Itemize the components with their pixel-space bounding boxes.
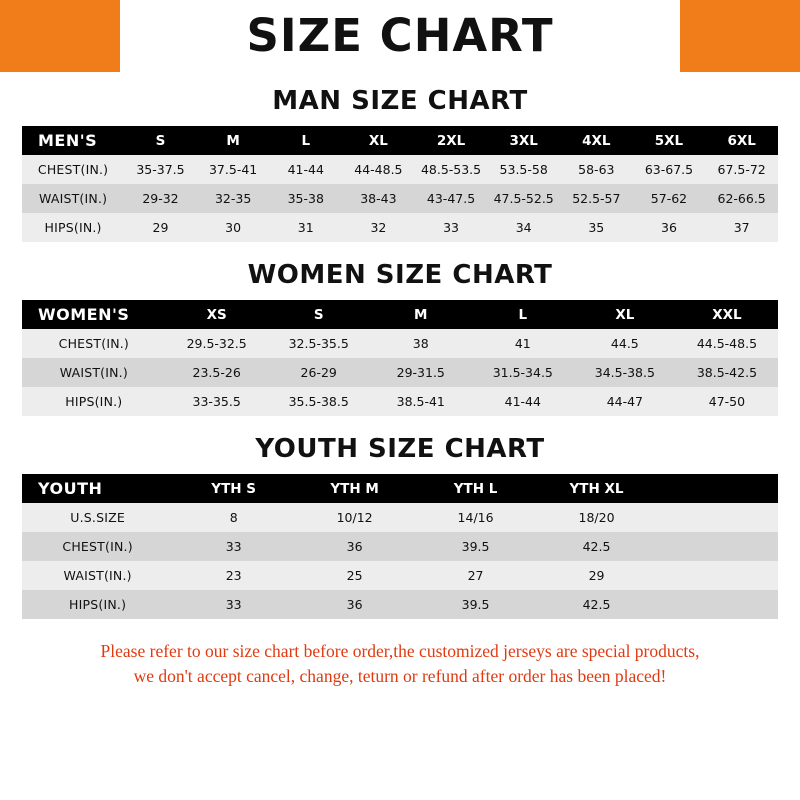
- men-cell-2-1: 30: [225, 220, 242, 235]
- table-row: [22, 358, 778, 387]
- youth-col-4: [657, 474, 778, 503]
- women-cell-1-5: 38.5-42.5: [696, 365, 758, 380]
- youth-cell-0-0: 8: [229, 510, 238, 525]
- women-cell-1-4: 34.5-38.5: [594, 365, 655, 380]
- men-cell-0-7: 63-67.5: [644, 162, 694, 177]
- women-row-0-label: CHEST(IN.): [58, 336, 129, 351]
- table-row: [22, 329, 778, 358]
- men-cell-1-4: 43-47.5: [426, 191, 476, 206]
- men-table-body: [22, 155, 778, 242]
- youth-section-title: YOUTH SIZE CHART: [255, 434, 545, 464]
- youth-col-2: YTH L: [453, 480, 498, 497]
- men-col-5: 3XL: [509, 132, 538, 149]
- youth-cell-1-4: [657, 532, 778, 561]
- men-cell-0-3: 44-48.5: [354, 162, 403, 177]
- youth-cell-2-4: [657, 561, 778, 590]
- table-header-row: [22, 126, 778, 155]
- women-col-3: L: [518, 306, 528, 323]
- men-cell-0-5: 53.5-58: [499, 162, 548, 177]
- men-cell-1-6: 52.5-57: [572, 191, 621, 206]
- youth-table-body: [22, 503, 778, 619]
- order-notice-line-1: Please refer to our size chart before order,the customized jerseys are special products,: [100, 641, 700, 661]
- table-header-row: [22, 474, 778, 503]
- women-col-4: XL: [615, 306, 635, 323]
- youth-cell-0-2: 14/16: [457, 510, 494, 525]
- women-col-5: XXL: [712, 306, 742, 323]
- men-col-3: XL: [368, 132, 388, 149]
- youth-table-header: [22, 474, 778, 503]
- men-cell-1-7: 57-62: [650, 191, 688, 206]
- men-cell-0-6: 58-63: [578, 162, 615, 177]
- women-header-label: WOMEN'S: [38, 305, 130, 324]
- women-col-1: S: [313, 306, 324, 323]
- men-cell-2-8: 37: [733, 220, 750, 235]
- youth-cell-3-3: 42.5: [582, 597, 611, 612]
- order-notice-line-2: we don't accept cancel, change, teturn or refund after order has been placed!: [133, 666, 667, 687]
- men-row-2-label: HIPS(IN.): [44, 220, 102, 235]
- youth-size-table: [22, 474, 778, 619]
- women-cell-2-4: 44-47: [606, 394, 644, 409]
- men-cell-1-3: 38-43: [360, 191, 397, 206]
- men-cell-1-1: 32-35: [214, 191, 252, 206]
- men-cell-2-2: 31: [297, 220, 314, 235]
- table-row: [22, 387, 778, 416]
- youth-row-0-label: U.S.SIZE: [70, 510, 125, 525]
- men-cell-0-2: 41-44: [287, 162, 324, 177]
- men-cell-0-4: 48.5-53.5: [420, 162, 482, 177]
- women-size-table: [22, 300, 778, 416]
- women-cell-1-0: 23.5-26: [192, 365, 241, 380]
- women-row-1-label: WAIST(IN.): [59, 365, 128, 380]
- women-cell-1-1: 26-29: [300, 365, 337, 380]
- youth-cell-0-4: [657, 503, 778, 532]
- men-header-label: MEN'S: [38, 131, 98, 150]
- table-row: [22, 213, 778, 242]
- youth-cell-1-1: 36: [346, 539, 363, 554]
- men-row-0-label: CHEST(IN.): [37, 162, 109, 177]
- men-cell-1-8: 62-66.5: [717, 191, 766, 206]
- order-notice: [22, 639, 778, 690]
- men-cell-2-7: 36: [661, 220, 677, 235]
- header-banner-inner: [120, 0, 680, 72]
- women-cell-2-1: 35.5-38.5: [288, 394, 349, 409]
- women-table-body: [22, 329, 778, 416]
- youth-cell-3-0: 33: [225, 597, 242, 612]
- women-section-title: WOMEN SIZE CHART: [247, 260, 553, 290]
- women-table-header: [22, 300, 778, 329]
- men-cell-2-0: 29: [152, 220, 169, 235]
- women-col-2: M: [414, 306, 428, 323]
- women-cell-0-5: 44.5-48.5: [696, 336, 758, 351]
- men-cell-1-5: 47.5-52.5: [493, 191, 554, 206]
- men-cell-1-0: 29-32: [142, 191, 179, 206]
- women-row-2-label: HIPS(IN.): [65, 394, 123, 409]
- youth-row-2-label: WAIST(IN.): [63, 568, 132, 583]
- men-col-0: S: [155, 132, 166, 149]
- men-size-table: [22, 126, 778, 242]
- youth-col-3: YTH XL: [569, 480, 624, 497]
- women-cell-2-5: 47-50: [708, 394, 746, 409]
- men-col-4: 2XL: [436, 132, 466, 149]
- table-row: [22, 532, 778, 561]
- men-col-6: 4XL: [582, 132, 611, 149]
- youth-cell-2-0: 23: [225, 568, 242, 583]
- women-cell-2-3: 41-44: [504, 394, 541, 409]
- men-cell-2-5: 34: [515, 220, 532, 235]
- youth-col-0: YTH S: [211, 480, 257, 497]
- youth-cell-3-1: 36: [346, 597, 363, 612]
- youth-cell-0-1: 10/12: [336, 510, 373, 525]
- content-area: [0, 86, 800, 690]
- table-row: [22, 155, 778, 184]
- men-cell-1-2: 35-38: [287, 191, 324, 206]
- men-cell-2-3: 32: [370, 220, 387, 235]
- table-row: [22, 590, 778, 619]
- table-row: [22, 561, 778, 590]
- youth-header-label: YOUTH: [38, 479, 103, 498]
- women-cell-2-0: 33-35.5: [192, 394, 241, 409]
- men-table-header: [22, 126, 778, 155]
- youth-cell-1-3: 42.5: [582, 539, 611, 554]
- women-cell-1-3: 31.5-34.5: [492, 365, 553, 380]
- men-col-2: L: [301, 132, 311, 149]
- youth-cell-0-3: 18/20: [578, 510, 615, 525]
- youth-cell-1-0: 33: [225, 539, 242, 554]
- women-cell-1-2: 29-31.5: [396, 365, 445, 380]
- youth-cell-1-2: 39.5: [461, 539, 490, 554]
- page-title: SIZE CHART: [246, 8, 554, 62]
- table-row: [22, 503, 778, 532]
- youth-cell-2-3: 29: [588, 568, 605, 583]
- youth-col-1: YTH M: [330, 480, 379, 497]
- men-cell-2-4: 33: [443, 220, 459, 235]
- header-banner: [0, 0, 800, 72]
- women-cell-0-1: 32.5-35.5: [288, 336, 349, 351]
- youth-cell-2-2: 27: [467, 568, 484, 583]
- men-cell-0-0: 35-37.5: [136, 162, 185, 177]
- women-cell-0-4: 44.5: [610, 336, 639, 351]
- men-row-1-label: WAIST(IN.): [38, 191, 108, 206]
- youth-cell-2-1: 25: [346, 568, 363, 583]
- men-col-7: 5XL: [654, 132, 684, 149]
- men-cell-0-8: 67.5-72: [717, 162, 766, 177]
- women-cell-0-0: 29.5-32.5: [186, 336, 247, 351]
- men-cell-0-1: 37.5-41: [208, 162, 258, 177]
- women-cell-0-2: 38: [412, 336, 429, 351]
- youth-row-1-label: CHEST(IN.): [62, 539, 133, 554]
- women-cell-2-2: 38.5-41: [396, 394, 445, 409]
- youth-cell-3-2: 39.5: [461, 597, 490, 612]
- men-section-title: MAN SIZE CHART: [272, 86, 528, 116]
- youth-row-3-label: HIPS(IN.): [69, 597, 127, 612]
- men-col-1: M: [226, 132, 240, 149]
- table-row: [22, 184, 778, 213]
- youth-cell-3-4: [657, 590, 778, 619]
- women-col-0: XS: [206, 306, 227, 323]
- men-cell-2-6: 35: [588, 220, 605, 235]
- table-header-row: [22, 300, 778, 329]
- men-col-8: 6XL: [727, 132, 756, 149]
- women-cell-0-3: 41: [514, 336, 531, 351]
